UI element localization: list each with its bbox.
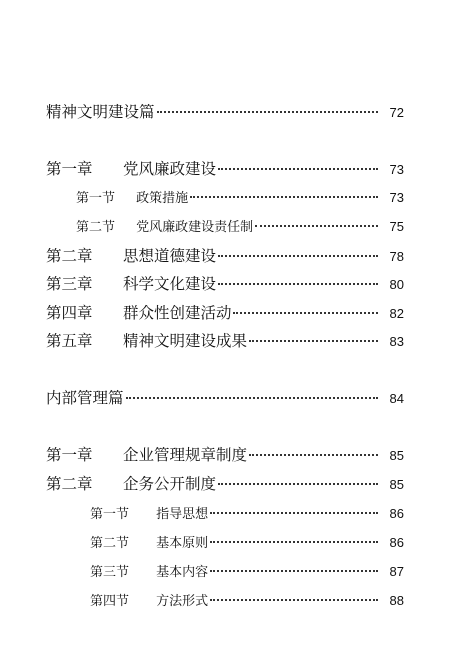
entry-number: 第二章	[46, 475, 93, 493]
dot-leader	[157, 111, 378, 113]
toc-entry-chapter[interactable]	[46, 443, 404, 465]
entry-number: 第五章	[46, 332, 93, 350]
entry-label	[46, 329, 247, 351]
dot-leader	[249, 454, 378, 456]
entry-label	[46, 100, 155, 122]
entry-page-number: 85	[389, 477, 404, 492]
entry-number: 第二章	[46, 247, 93, 265]
entry-page-number: 72	[389, 105, 404, 120]
entry-title: 群众性创建活动	[122, 304, 232, 322]
toc-entry-chapter[interactable]	[46, 244, 404, 266]
toc-entry-section[interactable]	[90, 590, 404, 609]
dot-leader	[218, 283, 378, 285]
entry-number: 第一节	[90, 507, 130, 522]
entry-number: 第一章	[46, 446, 93, 464]
entry-page-number: 80	[389, 277, 404, 292]
entry-number: 第四章	[46, 304, 93, 322]
entry-title: 指导思想	[156, 507, 209, 522]
entry-title: 政策措施	[136, 191, 189, 206]
entry-title: 科学文化建设	[122, 275, 216, 293]
entry-page-number: 88	[389, 593, 404, 608]
entry-number: 第三章	[46, 275, 93, 293]
entry-page-number: 85	[389, 448, 404, 463]
toc-entry-chapter[interactable]	[46, 272, 404, 294]
entry-title: 思想道德建设	[122, 247, 216, 265]
toc-entry-part[interactable]	[46, 386, 404, 408]
entry-label	[90, 590, 208, 609]
toc-entry-chapter[interactable]	[46, 157, 404, 179]
entry-label	[46, 472, 216, 494]
dot-leader	[210, 541, 378, 543]
toc-entry-chapter[interactable]	[46, 472, 404, 494]
toc-entry-part[interactable]	[46, 100, 404, 122]
entry-label	[46, 157, 216, 179]
dot-leader	[218, 255, 378, 257]
toc-entry-chapter[interactable]	[46, 329, 404, 351]
entry-number: 第二节	[76, 220, 116, 235]
entry-page-number: 82	[389, 306, 404, 321]
dot-leader	[210, 570, 378, 572]
entry-label	[46, 272, 216, 294]
entry-page-number: 84	[389, 391, 404, 406]
entry-number: 第一节	[76, 191, 116, 206]
entry-title: 企务公开制度	[122, 475, 216, 493]
entry-label	[46, 386, 124, 408]
entry-title: 内部管理篇	[46, 389, 124, 407]
dot-leader	[233, 312, 378, 314]
entry-title: 精神文明建设篇	[46, 103, 155, 121]
entry-label	[90, 532, 208, 551]
entry-label	[46, 443, 247, 465]
toc-entry-section[interactable]	[76, 187, 404, 206]
entry-label	[90, 561, 208, 580]
entry-label	[76, 187, 188, 206]
dot-leader	[126, 397, 378, 399]
entry-number: 第一章	[46, 160, 93, 178]
entry-label	[46, 244, 216, 266]
entry-title: 方法形式	[156, 594, 209, 609]
entry-page-number: 86	[389, 506, 404, 521]
dot-leader	[218, 168, 378, 170]
entry-page-number: 78	[389, 249, 404, 264]
dot-leader	[210, 599, 378, 601]
entry-title: 党风廉政建设责任制	[136, 220, 254, 235]
entry-title: 精神文明建设成果	[122, 332, 247, 350]
toc-entry-section[interactable]	[76, 216, 404, 235]
entry-page-number: 73	[389, 162, 404, 177]
entry-page-number: 86	[389, 535, 404, 550]
dot-leader	[190, 196, 378, 198]
entry-number: 第二节	[90, 536, 130, 551]
entry-title: 基本内容	[156, 565, 209, 580]
entry-page-number: 87	[389, 564, 404, 579]
toc-entry-chapter[interactable]	[46, 301, 404, 323]
dot-leader	[249, 340, 378, 342]
entry-title: 基本原则	[156, 536, 209, 551]
dot-leader	[218, 483, 378, 485]
entry-title: 党风廉政建设	[122, 160, 216, 178]
entry-number: 第三节	[90, 565, 130, 580]
entry-label	[46, 301, 231, 323]
entry-label	[90, 503, 208, 522]
toc-entry-section[interactable]	[90, 532, 404, 551]
toc-entry-section[interactable]	[90, 561, 404, 580]
entry-number: 第四节	[90, 594, 130, 609]
entry-title: 企业管理规章制度	[122, 446, 247, 464]
entry-page-number: 75	[389, 219, 404, 234]
entry-label	[76, 216, 253, 235]
dot-leader	[210, 512, 378, 514]
dot-leader	[255, 225, 378, 227]
toc-entry-section[interactable]	[90, 503, 404, 522]
entry-page-number: 83	[389, 334, 404, 349]
entry-page-number: 73	[389, 190, 404, 205]
